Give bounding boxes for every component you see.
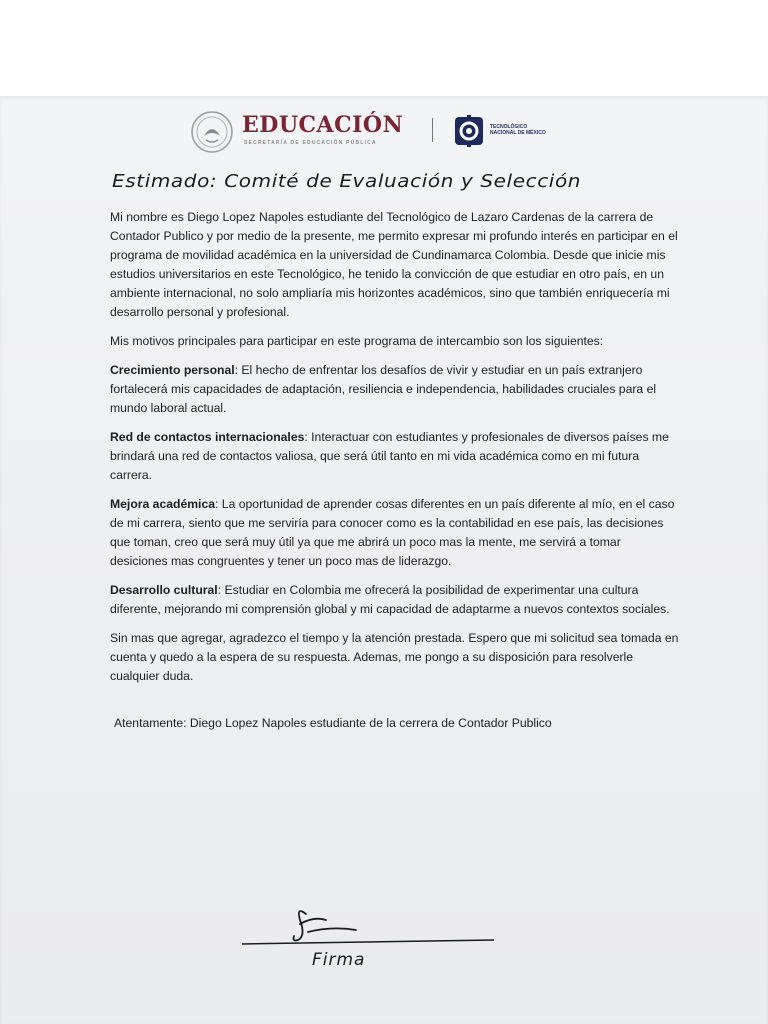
logo-divider	[432, 118, 433, 142]
tecnm-line2: NACIONAL DE MÉXICO	[490, 130, 546, 136]
letterhead	[186, 106, 586, 154]
motive-text: : Estudiar en Colombia me ofrecerá la posibilidad de experimentar una cultura diferente, mejorando mi comprensión global y mi capacidad de adaptarme a nuevos contextos sociales.	[110, 583, 670, 616]
motive-paragraph	[110, 361, 680, 418]
motive-title: Desarrollo cultural	[110, 583, 218, 597]
motive-paragraph	[110, 495, 680, 571]
letter-body	[110, 208, 680, 696]
motive-paragraph	[110, 428, 680, 485]
salutation: Estimado: Comité de Evaluación y Selección	[112, 170, 582, 192]
tecnm-gear-icon	[452, 114, 486, 148]
closing-line: Atentamente: Diego Lopez Napoles estudiante de la cerrera de Contador Publico	[114, 716, 552, 730]
educacion-logo-subtitle: SECRETARÍA DE EDUCACIÓN PÚBLICA	[244, 140, 377, 146]
motive-title: Mejora académica	[110, 497, 216, 511]
educacion-logo-title: EDUCACIÓN	[242, 112, 404, 138]
tecnm-logo-text	[490, 124, 546, 136]
motive-title: Crecimiento personal	[110, 363, 235, 377]
signature-scribble	[236, 896, 506, 976]
motive-paragraph	[110, 581, 680, 619]
motive-title: Red de contactos internacionales	[110, 430, 305, 444]
tecnm-line1: TECNOLÓGICO	[490, 124, 528, 130]
motive-text: : El hecho de enfrentar los desafíos de vivir y estudiar en un país extranjero fortalecerá mis capacidades de adaptación, resiliencia e independencia, habilidades cruciales para el mundo laboral actual.	[110, 363, 657, 415]
intro-paragraph: Mi nombre es Diego Lopez Napoles estudiante del Tecnológico de Lazaro Cardenas de la carrera de Contador Publico y por medio de la presente, me permito expresar mi profundo interés en participar en el programa de movilidad académica en la universidad de Cundinamarca Colombia. Desde que inicie mis estudios universitarios en este Tecnológico, he tenido la convicción de que estudiar en otro país, en un ambiente internacional, no solo ampliaría mis horizontes académicos, sino que también enriquecería mi desarrollo personal y profesional.	[110, 210, 678, 319]
farewell-paragraph: Sin mas que agregar, agradezco el tiempo y la atención prestada. Espero que mi solicitud sea tomada en cuenta y quedo a la espera de su respuesta. Ademas, me pongo a su disposición para resolverle cualquier duda.	[110, 631, 679, 683]
motive-text: : Interactuar con estudiantes y profesionales de diversos países me brindará una red de contactos valiosa, que será útil tanto en mi vida académica como en mi futura carrera.	[110, 430, 669, 482]
signature-label: Firma	[312, 950, 366, 970]
motive-text: : La oportunidad de aprender cosas diferentes en un país diferente al mío, en el caso de mi carrera, siento que me serviría para conocer como es la contabilidad en ese país, las decisiones que toman, creo que será muy útil ya que me abrirá un poco mas la mente, me servirá a tomar desiciones mas congruentes y tener un poco mas de liderazgo.	[110, 497, 675, 568]
motives-intro-paragraph: Mis motivos principales para participar en este programa de intercambio son los siguientes:	[110, 334, 604, 348]
mexico-seal-icon	[190, 110, 234, 154]
